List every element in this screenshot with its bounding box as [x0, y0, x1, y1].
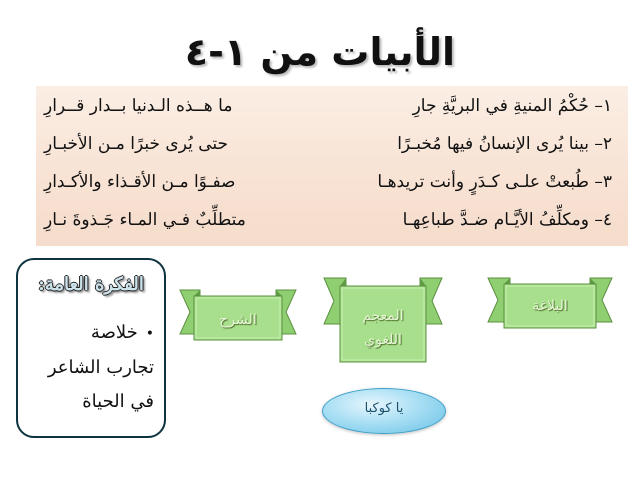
verse-first-hemistich: ١– حُكْمُ المنيةِ في البريَّةِ جارِ: [412, 96, 612, 116]
general-idea-line: في الحياة: [82, 391, 154, 412]
verse-row: [36, 130, 628, 166]
general-idea-body: [30, 316, 154, 419]
verse-first-hemistich: ٤– ومكلِّفُ الأيَّـام ضـدَّ طباعِهـا: [402, 210, 612, 230]
verse-first-hemistich: ٢– بينا يُرى الإنسانُ فيها مُخبـرًا: [397, 134, 612, 154]
ya-kawkaban-label: يا كوكبا: [364, 401, 404, 416]
explanation-banner-label: الشرح: [219, 312, 257, 328]
bullet-icon: •: [145, 326, 154, 342]
verses-panel: [36, 86, 628, 246]
lexicon-banner-button[interactable]: [322, 270, 444, 366]
rhetoric-banner-button[interactable]: [486, 270, 614, 332]
verse-second-hemistich: متطلِّبٌ فـي المـاء جَـذوةَ نـارِ: [44, 210, 246, 230]
general-idea-line: تجارب الشاعر: [47, 357, 154, 378]
ya-kawkaban-button[interactable]: [322, 388, 446, 434]
general-idea-line: [30, 316, 154, 351]
lexicon-banner-label-line2: اللغوي: [364, 332, 402, 348]
general-idea-text: خلاصة: [90, 322, 138, 343]
rhetoric-banner-label: البلاغة: [532, 298, 568, 314]
verse-row: [36, 206, 628, 242]
explanation-banner-button[interactable]: [178, 282, 298, 344]
page-title: الأبيات من ١-٤: [184, 30, 456, 74]
general-idea-title: الفكرة العامة:: [38, 274, 144, 295]
verse-second-hemistich: صفـوًا مـن الأقـذاء والأكـدارِ: [44, 172, 236, 192]
verse-first-hemistich: ٣– طُبعتْ علـى كـدَرٍ وأنت تريدهـا: [377, 172, 612, 192]
verse-second-hemistich: حتى يُرى خبرًا مـن الأخبـارِ: [44, 134, 229, 154]
verse-second-hemistich: ما هــذه الـدنيا بــدار قــرارِ: [44, 96, 233, 116]
general-idea-box: [16, 258, 166, 438]
verse-row: [36, 92, 628, 128]
lexicon-banner-label-line1: المعجم: [362, 308, 404, 324]
verse-row: [36, 168, 628, 204]
